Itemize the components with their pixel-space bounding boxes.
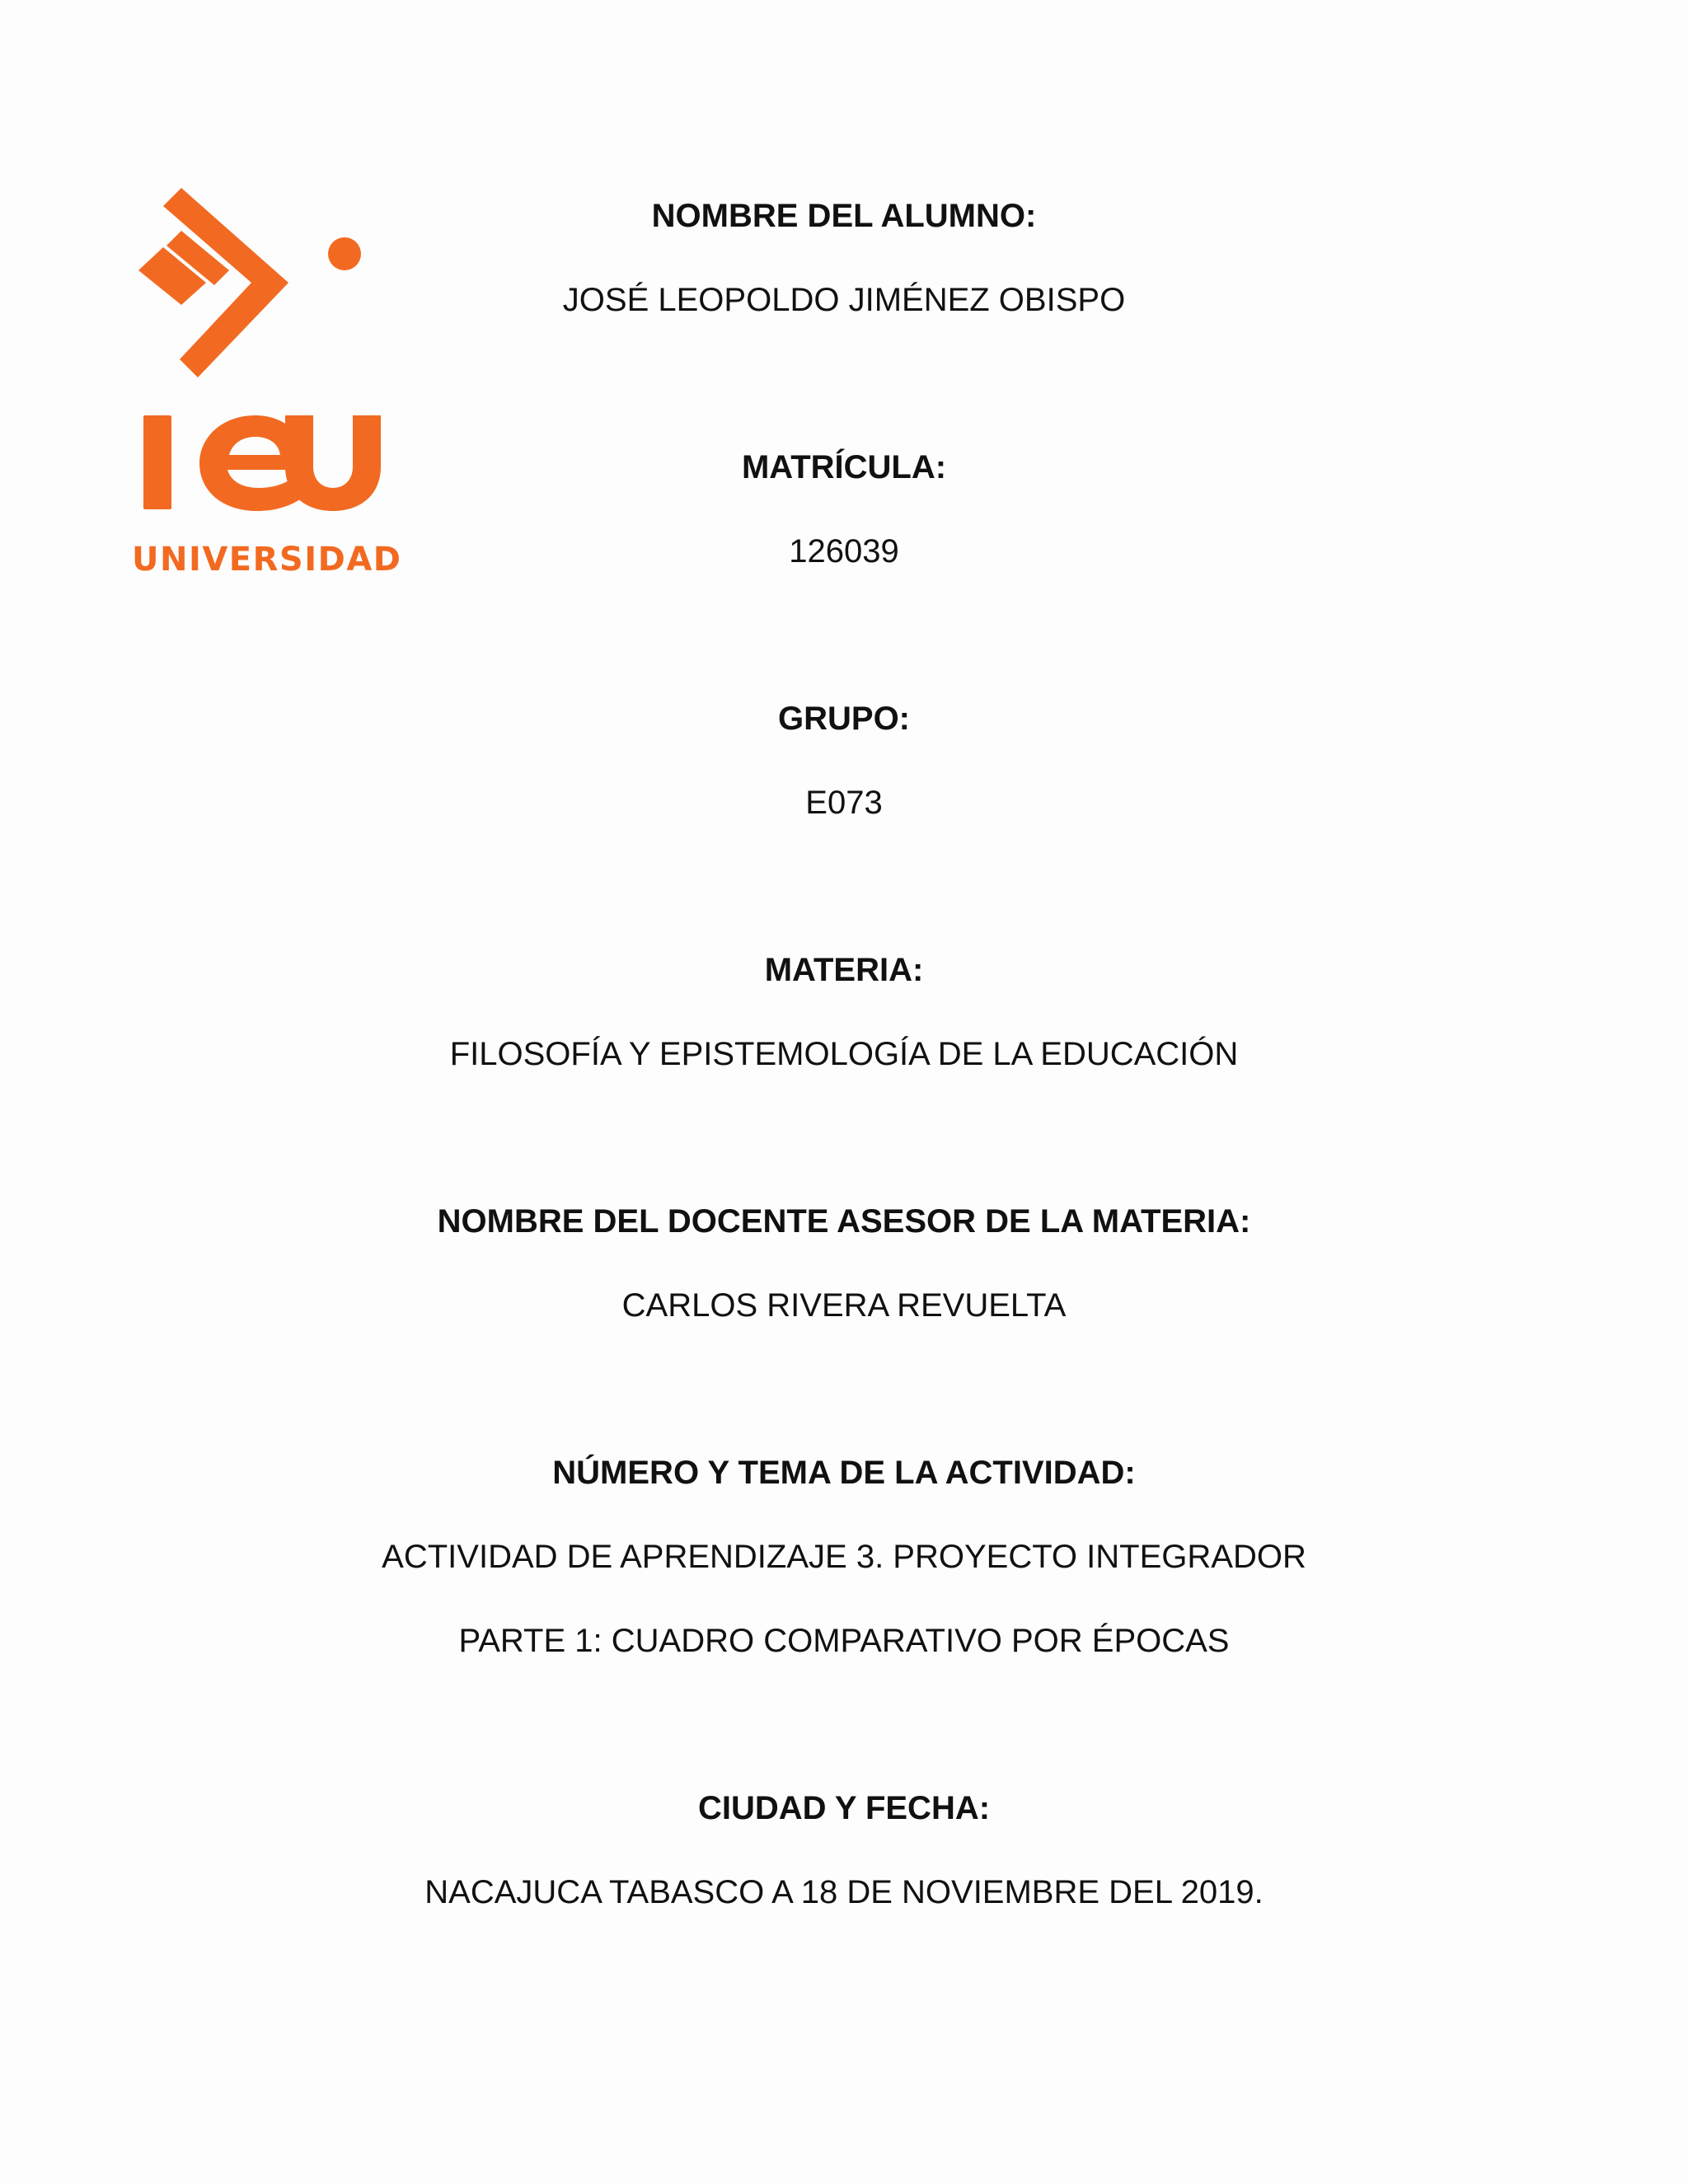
- student-name-label: NOMBRE DEL ALUMNO:: [651, 198, 1037, 234]
- matricula-label: MATRÍCULA:: [741, 449, 947, 485]
- actividad-value-line2: PARTE 1: CUADRO COMPARATIVO POR ÉPOCAS: [458, 1623, 1230, 1659]
- grupo-label: GRUPO:: [778, 701, 910, 737]
- docente-value: CARLOS RIVERA REVUELTA: [621, 1287, 1067, 1324]
- actividad-value-line1: ACTIVIDAD DE APRENDIZAJE 3. PROYECTO INTEGRADOR: [382, 1539, 1306, 1575]
- student-name-value: JOSÉ LEOPOLDO JIMÉNEZ OBISPO: [562, 282, 1126, 318]
- actividad-label: NÚMERO Y TEMA DE LA ACTIVIDAD:: [552, 1455, 1136, 1491]
- docente-label: NOMBRE DEL DOCENTE ASESOR DE LA MATERIA:: [437, 1203, 1251, 1240]
- ciudad-fecha-value: NACAJUCA TABASCO A 18 DE NOVIEMBRE DEL 2019.: [424, 1874, 1264, 1910]
- grupo-value: E073: [805, 785, 883, 821]
- ieu-universidad-logo: [132, 188, 412, 583]
- matricula-value: 126039: [789, 533, 899, 569]
- logo-wordmark: UNIVERSIDAD: [132, 541, 402, 579]
- materia-label: MATERIA:: [764, 952, 924, 988]
- materia-value: FILOSOFÍA Y EPISTEMOLOGÍA DE LA EDUCACIÓN: [449, 1036, 1239, 1072]
- ciudad-fecha-label: CIUDAD Y FECHA:: [697, 1790, 991, 1826]
